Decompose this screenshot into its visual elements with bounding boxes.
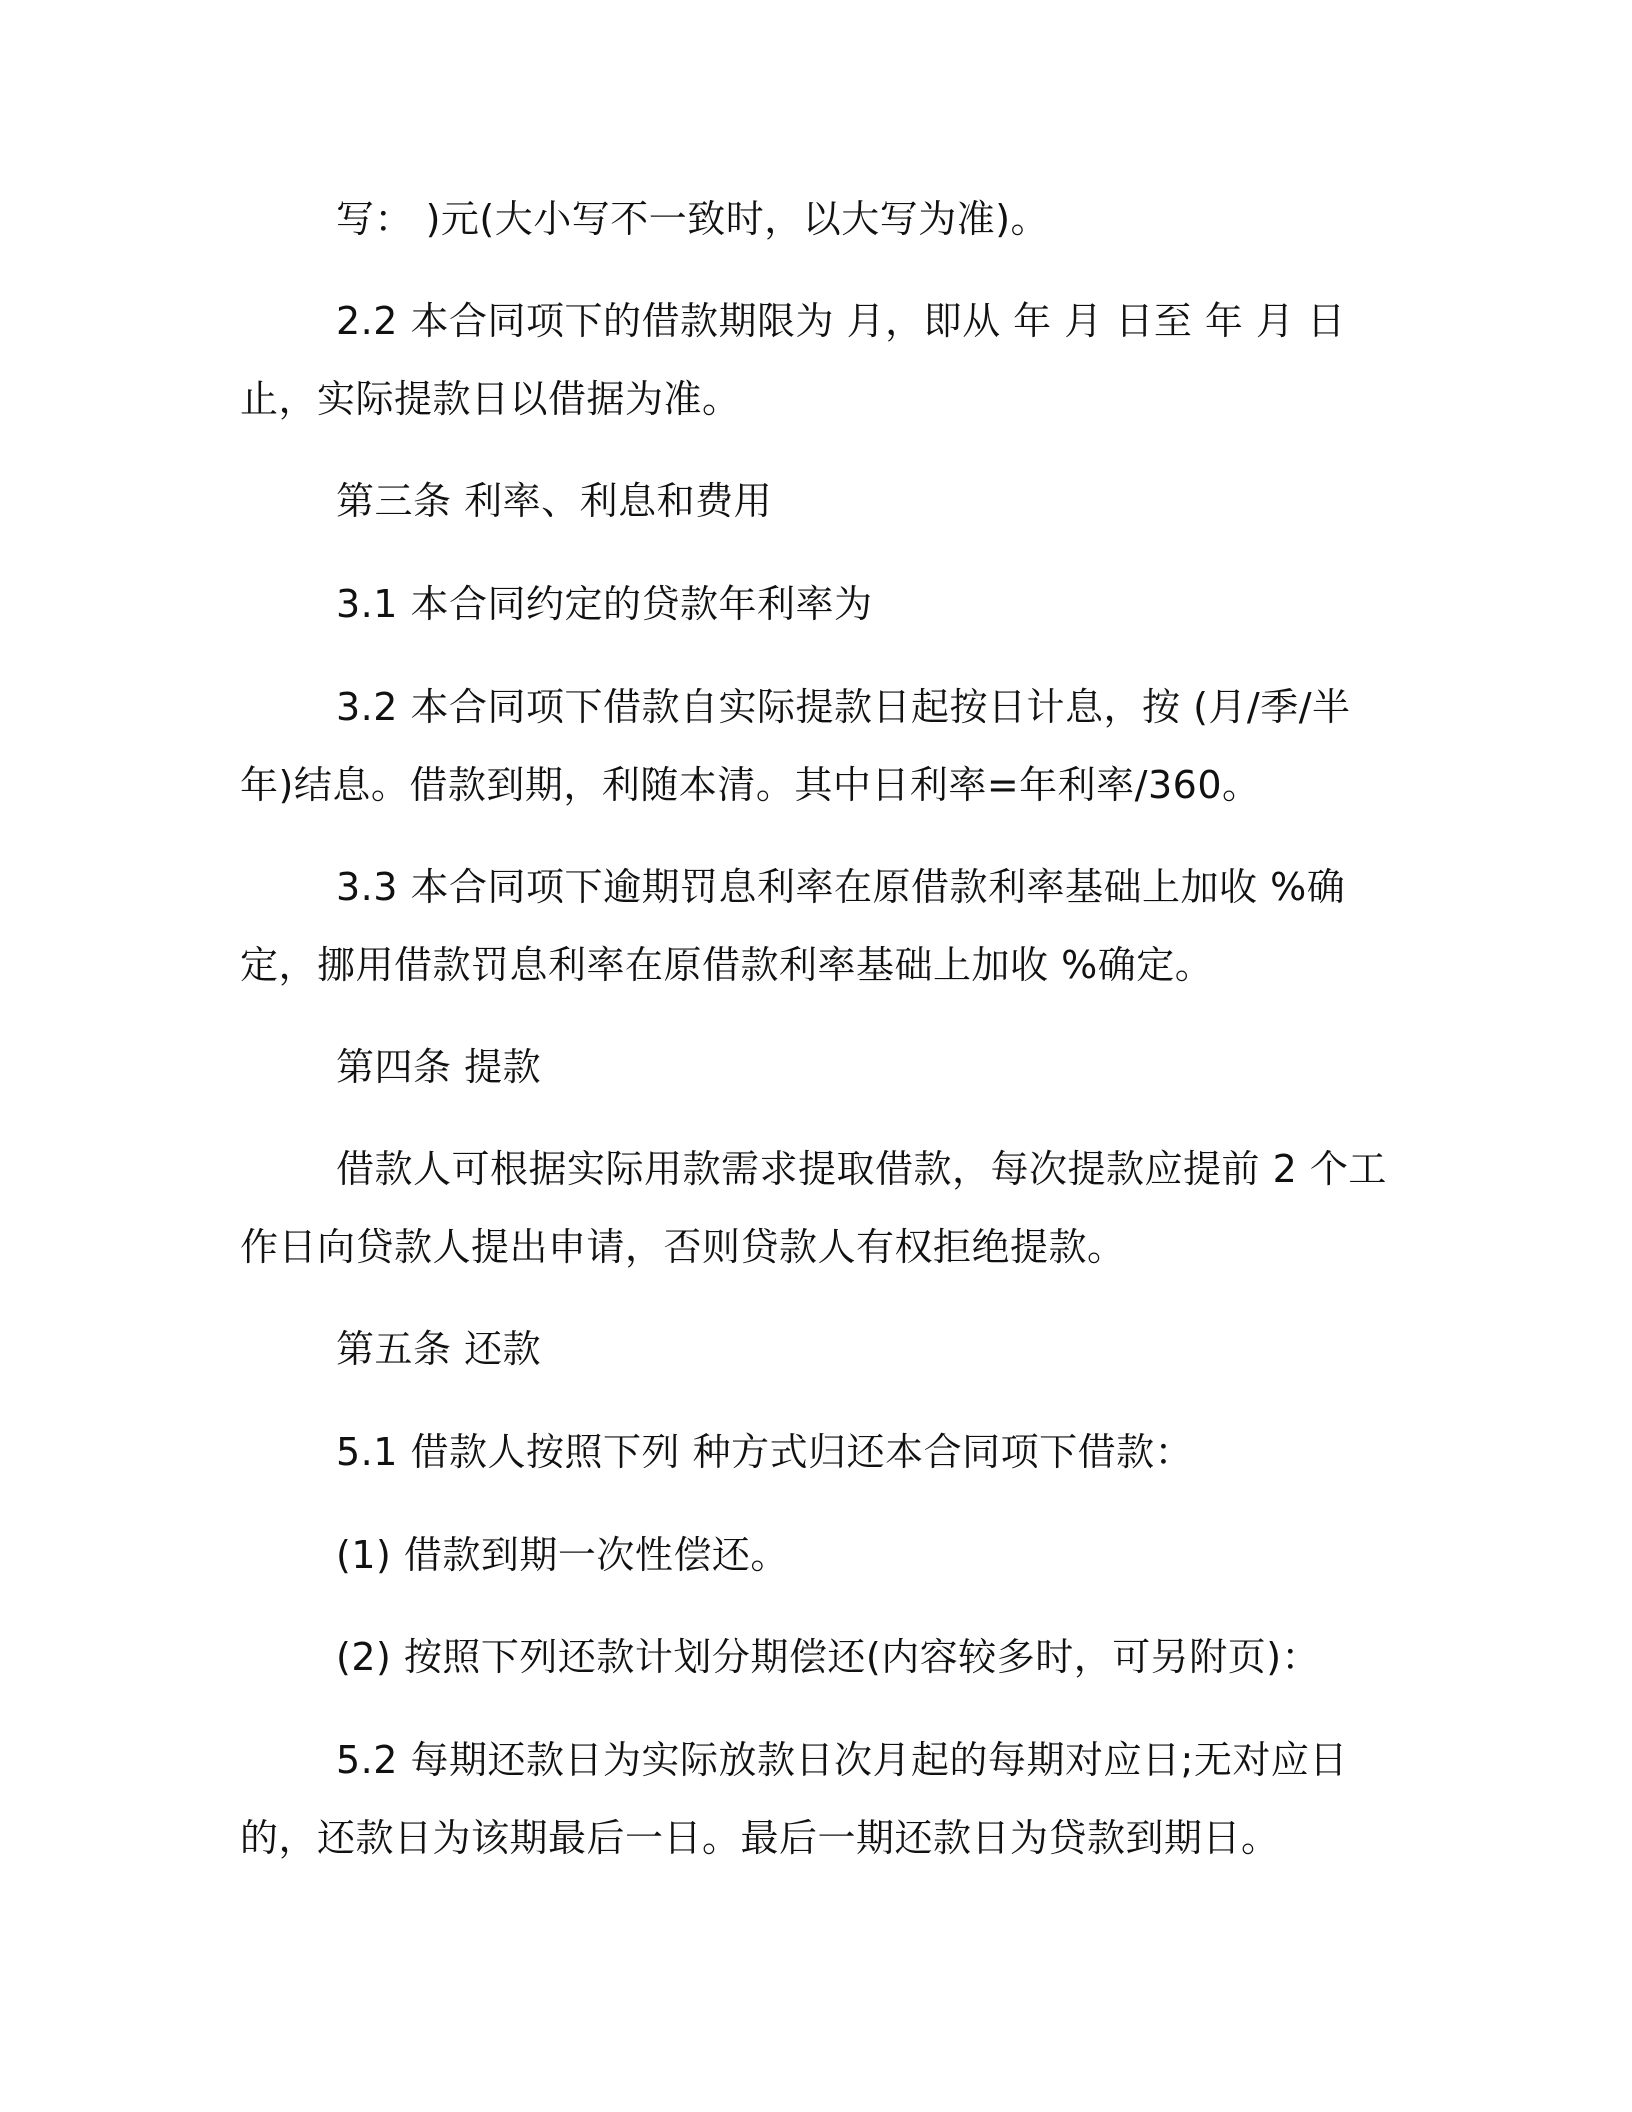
paragraph-repayment-option-2: (2) 按照下列还款计划分期偿还(内容较多时，可另附页)： xyxy=(336,1635,1321,1679)
paragraph-drawdown: 借款人可根据实际用款需求提取借款，每次提款应提前 2 个工作日向贷款人提出申请，否则贷款人有权拒绝提款。 xyxy=(240,1147,1387,1269)
paragraph-3-1-interest-rate: 3.1 本合同约定的贷款年利率为 xyxy=(336,582,873,626)
paragraph-5-1-repayment-methods: 5.1 借款人按照下列 种方式归还本合同项下借款： xyxy=(336,1430,1194,1474)
paragraph-5-2-repayment-date: 5.2 每期还款日为实际放款日次月起的每期对应日;无对应日的，还款日为该期最后一日。最后一期还款日为贷款到期日。 xyxy=(240,1738,1348,1860)
paragraph-repayment-option-1: (1) 借款到期一次性偿还。 xyxy=(336,1533,789,1577)
paragraph-amount-uppercase: 写： )元(大小写不一致时，以大写为准)。 xyxy=(336,197,1050,241)
paragraph-2-2-loan-term: 2.2 本合同项下的借款期限为 月，即从 年 月 日至 年 月 日止，实际提款日以借据为准。 xyxy=(240,299,1346,421)
heading-article-4: 第四条 提款 xyxy=(336,1045,542,1089)
heading-article-3: 第三条 利率、利息和费用 xyxy=(336,479,773,523)
heading-article-5: 第五条 还款 xyxy=(336,1327,542,1371)
paragraph-3-3-penalty-interest: 3.3 本合同项下逾期罚息利率在原借款利率基础上加收 %确定，挪用借款罚息利率在原借款利率基础上加收 %确定。 xyxy=(240,865,1346,987)
paragraph-3-2-interest-calculation: 3.2 本合同项下借款自实际提款日起按日计息，按 (月/季/半年)结息。借款到期，利随本清。其中日利率=年利率/360。 xyxy=(240,685,1351,807)
